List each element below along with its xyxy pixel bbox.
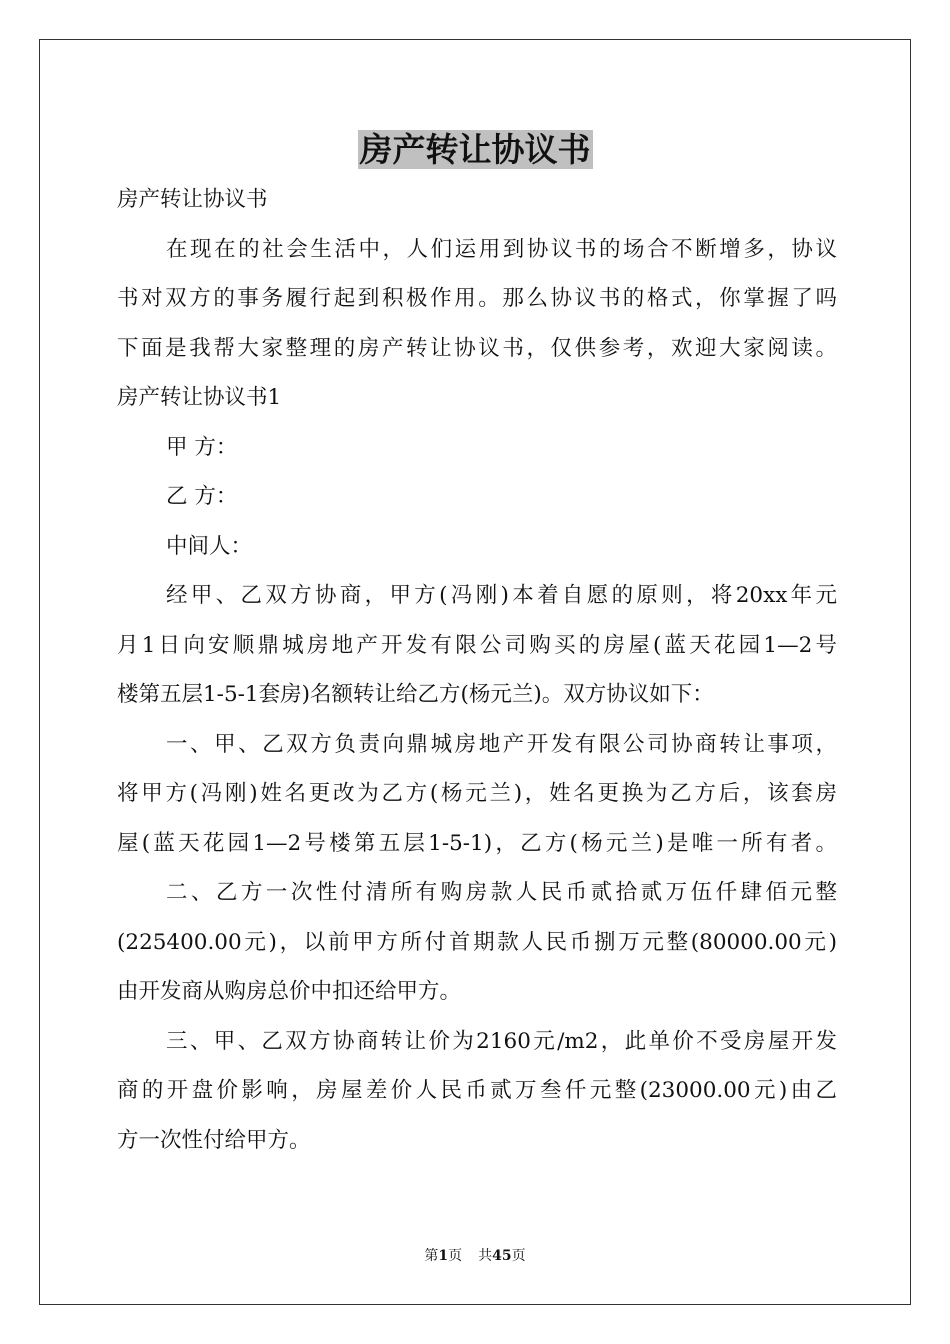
party-b-label: 乙 方： [166,484,238,509]
page-prefix: 第 [424,1248,439,1264]
paragraph-line: 楼第五层1-5-1套房)名额转让给乙方(杨元兰)。双方协议如下： [117,682,714,707]
section-heading: 房产转让协议书1 [117,385,282,410]
paragraph-line: 月1日向安顺鼎城房地产开发有限公司购买的房屋(蓝天花园1—2号 [117,632,837,658]
clause-line: 一、甲、乙双方负责向鼎城房地产开发有限公司协商转让事项， [166,731,837,757]
paragraph-line: 经甲、乙双方协商，甲方(冯刚)本着自愿的原则，将20xx年元 [166,583,837,608]
clause-line: 屋(蓝天花园1—2号楼第五层1-5-1)，乙方(杨元兰)是唯一所有者。 [117,830,837,856]
clause-line: (225400.00元)，以前甲方所付首期款人民币捌万元整(80000.00元) [117,929,837,955]
subtitle-line: 房产转让协议书 [117,187,268,212]
clause-line: 将甲方(冯刚)姓名更改为乙方(杨元兰)，姓名更换为乙方后，该套房 [117,781,837,806]
total-prefix: 共 [478,1248,493,1264]
document-body [117,175,837,1165]
document-title [0,128,950,172]
intermediary-label: 中间人： [166,533,253,559]
document-title-text: 房产转让协议书 [359,130,591,169]
clause-line: 由开发商从购房总价中扣还给甲方。 [117,979,462,1004]
total-suffix: 页 [511,1248,526,1264]
clause-line: 三、甲、乙双方协商转让价为2160元/m2，此单价不受房屋开发 [166,1028,837,1054]
clause-line: 商的开盘价影响，房屋差价人民币贰万叁仟元整(23000.00元)由乙 [117,1078,837,1103]
paragraph-line: 在现在的社会生活中，人们运用到协议书的场合不断增多，协议 [166,236,837,262]
page-suffix: 页 [448,1248,463,1264]
paragraph-line: 书对双方的事务履行起到积极作用。那么协议书的格式，你掌握了吗 [117,286,837,311]
total-pages: 45 [492,1248,512,1264]
clause-line: 二、乙方一次性付清所有购房款人民币贰拾贰万伍仟肆佰元整 [166,880,837,905]
page-number: 1 [438,1248,449,1264]
clause-line: 方一次性付给甲方。 [117,1127,311,1153]
page-footer [0,1246,950,1266]
party-a-label: 甲 方： [166,434,238,460]
paragraph-line: 下面是我帮大家整理的房产转让协议书，仅供参考，欢迎大家阅读。 [117,335,837,361]
